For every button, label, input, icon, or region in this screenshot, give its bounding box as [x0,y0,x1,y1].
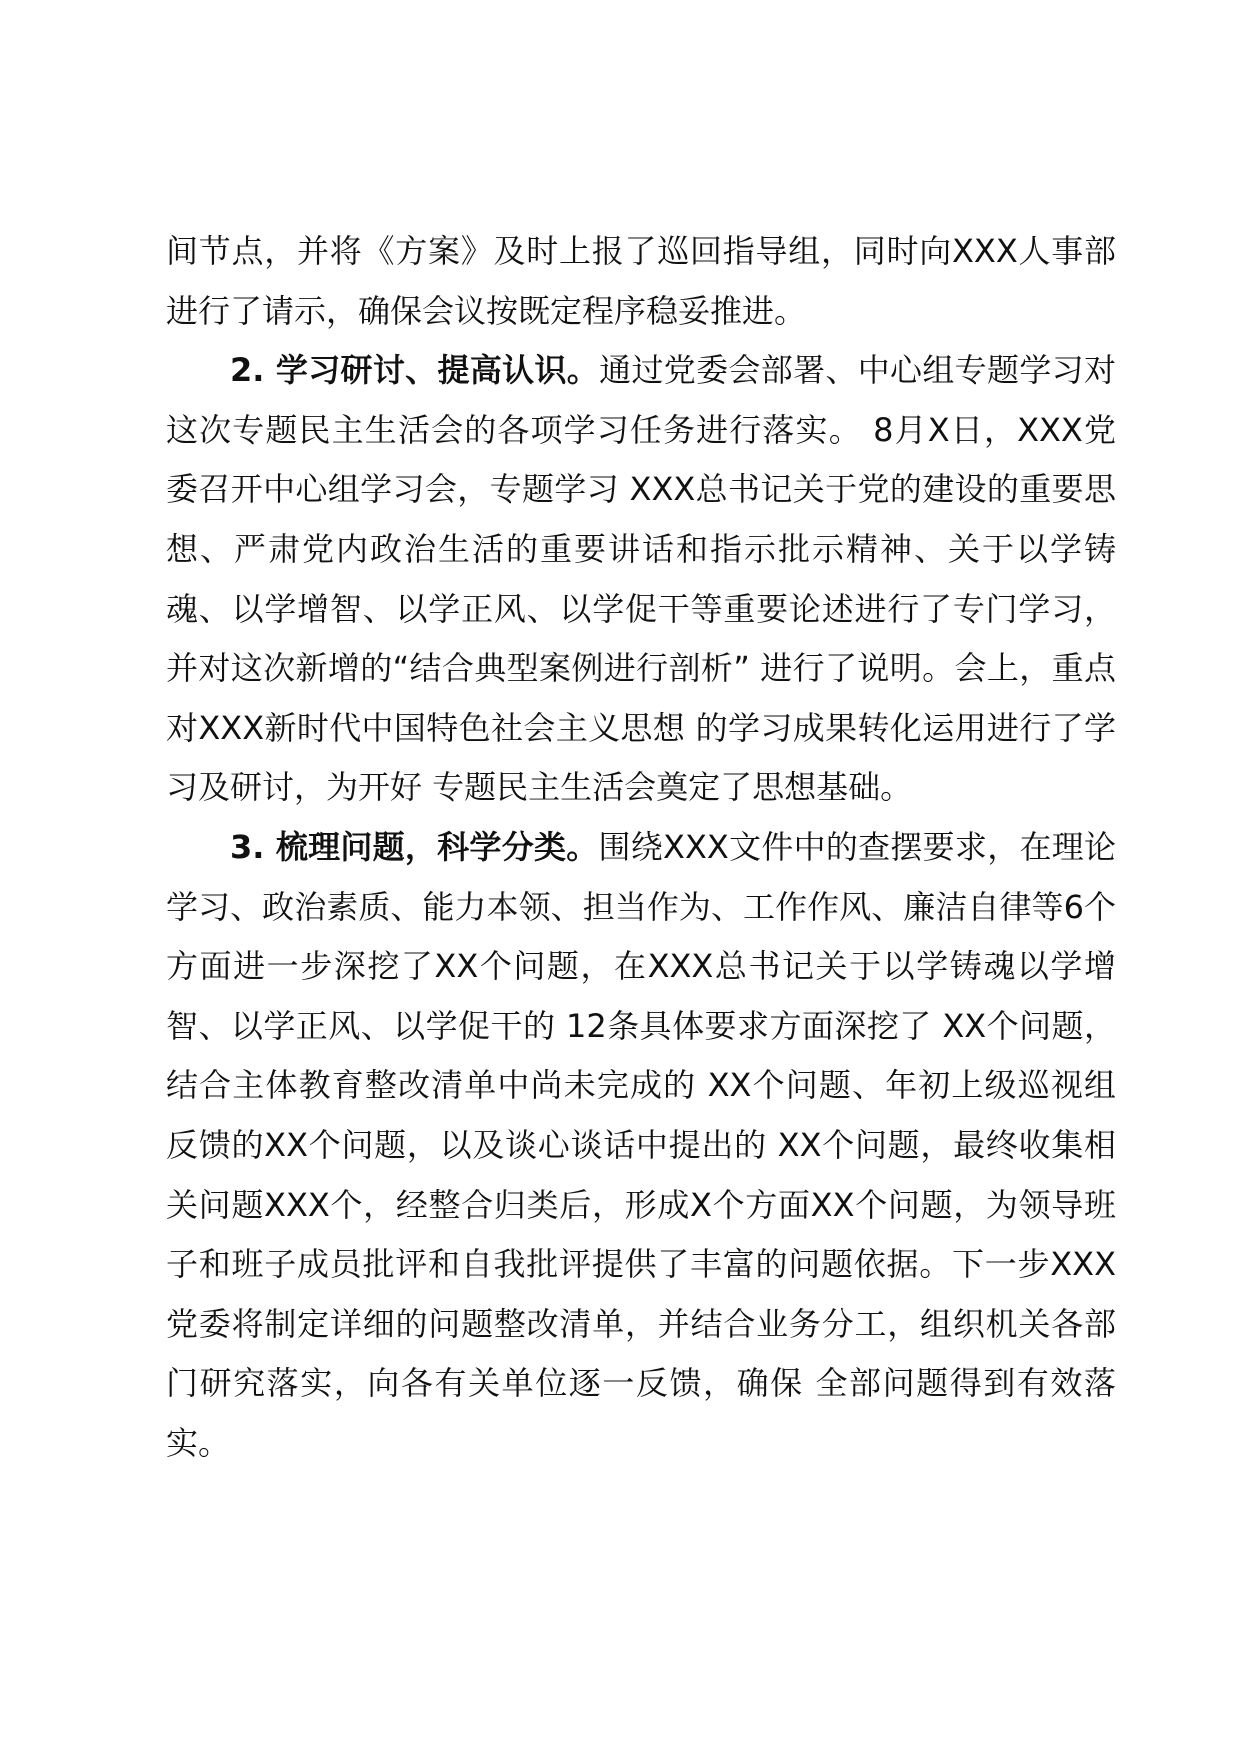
paragraph-body: 围绕XXX文件中的查摆要求，在理论学习、政治素质、能力本领、担当作为、工作作风、廉洁自律等6个方面进一步深挖了XX个问题，在XXX总书记关于以学铸魂以学增智、以学正风、以学促干的 12条具体要求方面深挖了 XX个问题，结合主体教育整改清单中尚未完成的 XX个问题、年初上级巡视组反馈的XX个问题，以及谈心谈话中提出的 XX个问题，最终收集相关问题XXX个，经整合归类后，形成X个方面XX个问题，为领导班子和班子成员批评和自我批评提供了丰富的问题依据。下一步XXX党委将制定详细的问题整改清单，并结合业务分工，组织机关各部门研究落实，向各有关单位逐一反馈，确保 全部问题得到有效落实。 [166,827,1116,1462]
paragraph-body: 间节点，并将《方案》及时上报了巡回指导组，同时向XXX人事部进行了请示，确保会议按既定程序稳妥推进。 [166,232,1116,330]
paragraph-sort-problems [166,818,1116,1474]
paragraph-heading: 2. 学习研讨、提高认识。 [230,351,600,390]
paragraph-continuation [166,222,1116,341]
document-body [166,222,1116,1473]
paragraph-body: 通过党委会部署、中心组专题学习对这次专题民主生活会的各项学习任务进行落实。 8月X日，XXX党委召开中心组学习会，专题学习 XXX总书记关于党的建设的重要思想、严肃党内政治生活的重要讲话和指示批示精神、关于以学铸魂、以学增智、以学正风、以学促干等重要论述进行了专门学习，并对这次新增的“结合典型案例进行剖析” 进行了说明。会上，重点对XXX新时代中国特色社会主义思想 的学习成果转化运用进行了学习及研讨，为开好 专题民主生活会奠定了思想基础。 [166,351,1116,807]
paragraph-heading: 3. 梳理问题，科学分类。 [230,827,599,866]
paragraph-study-discussion [166,341,1116,818]
